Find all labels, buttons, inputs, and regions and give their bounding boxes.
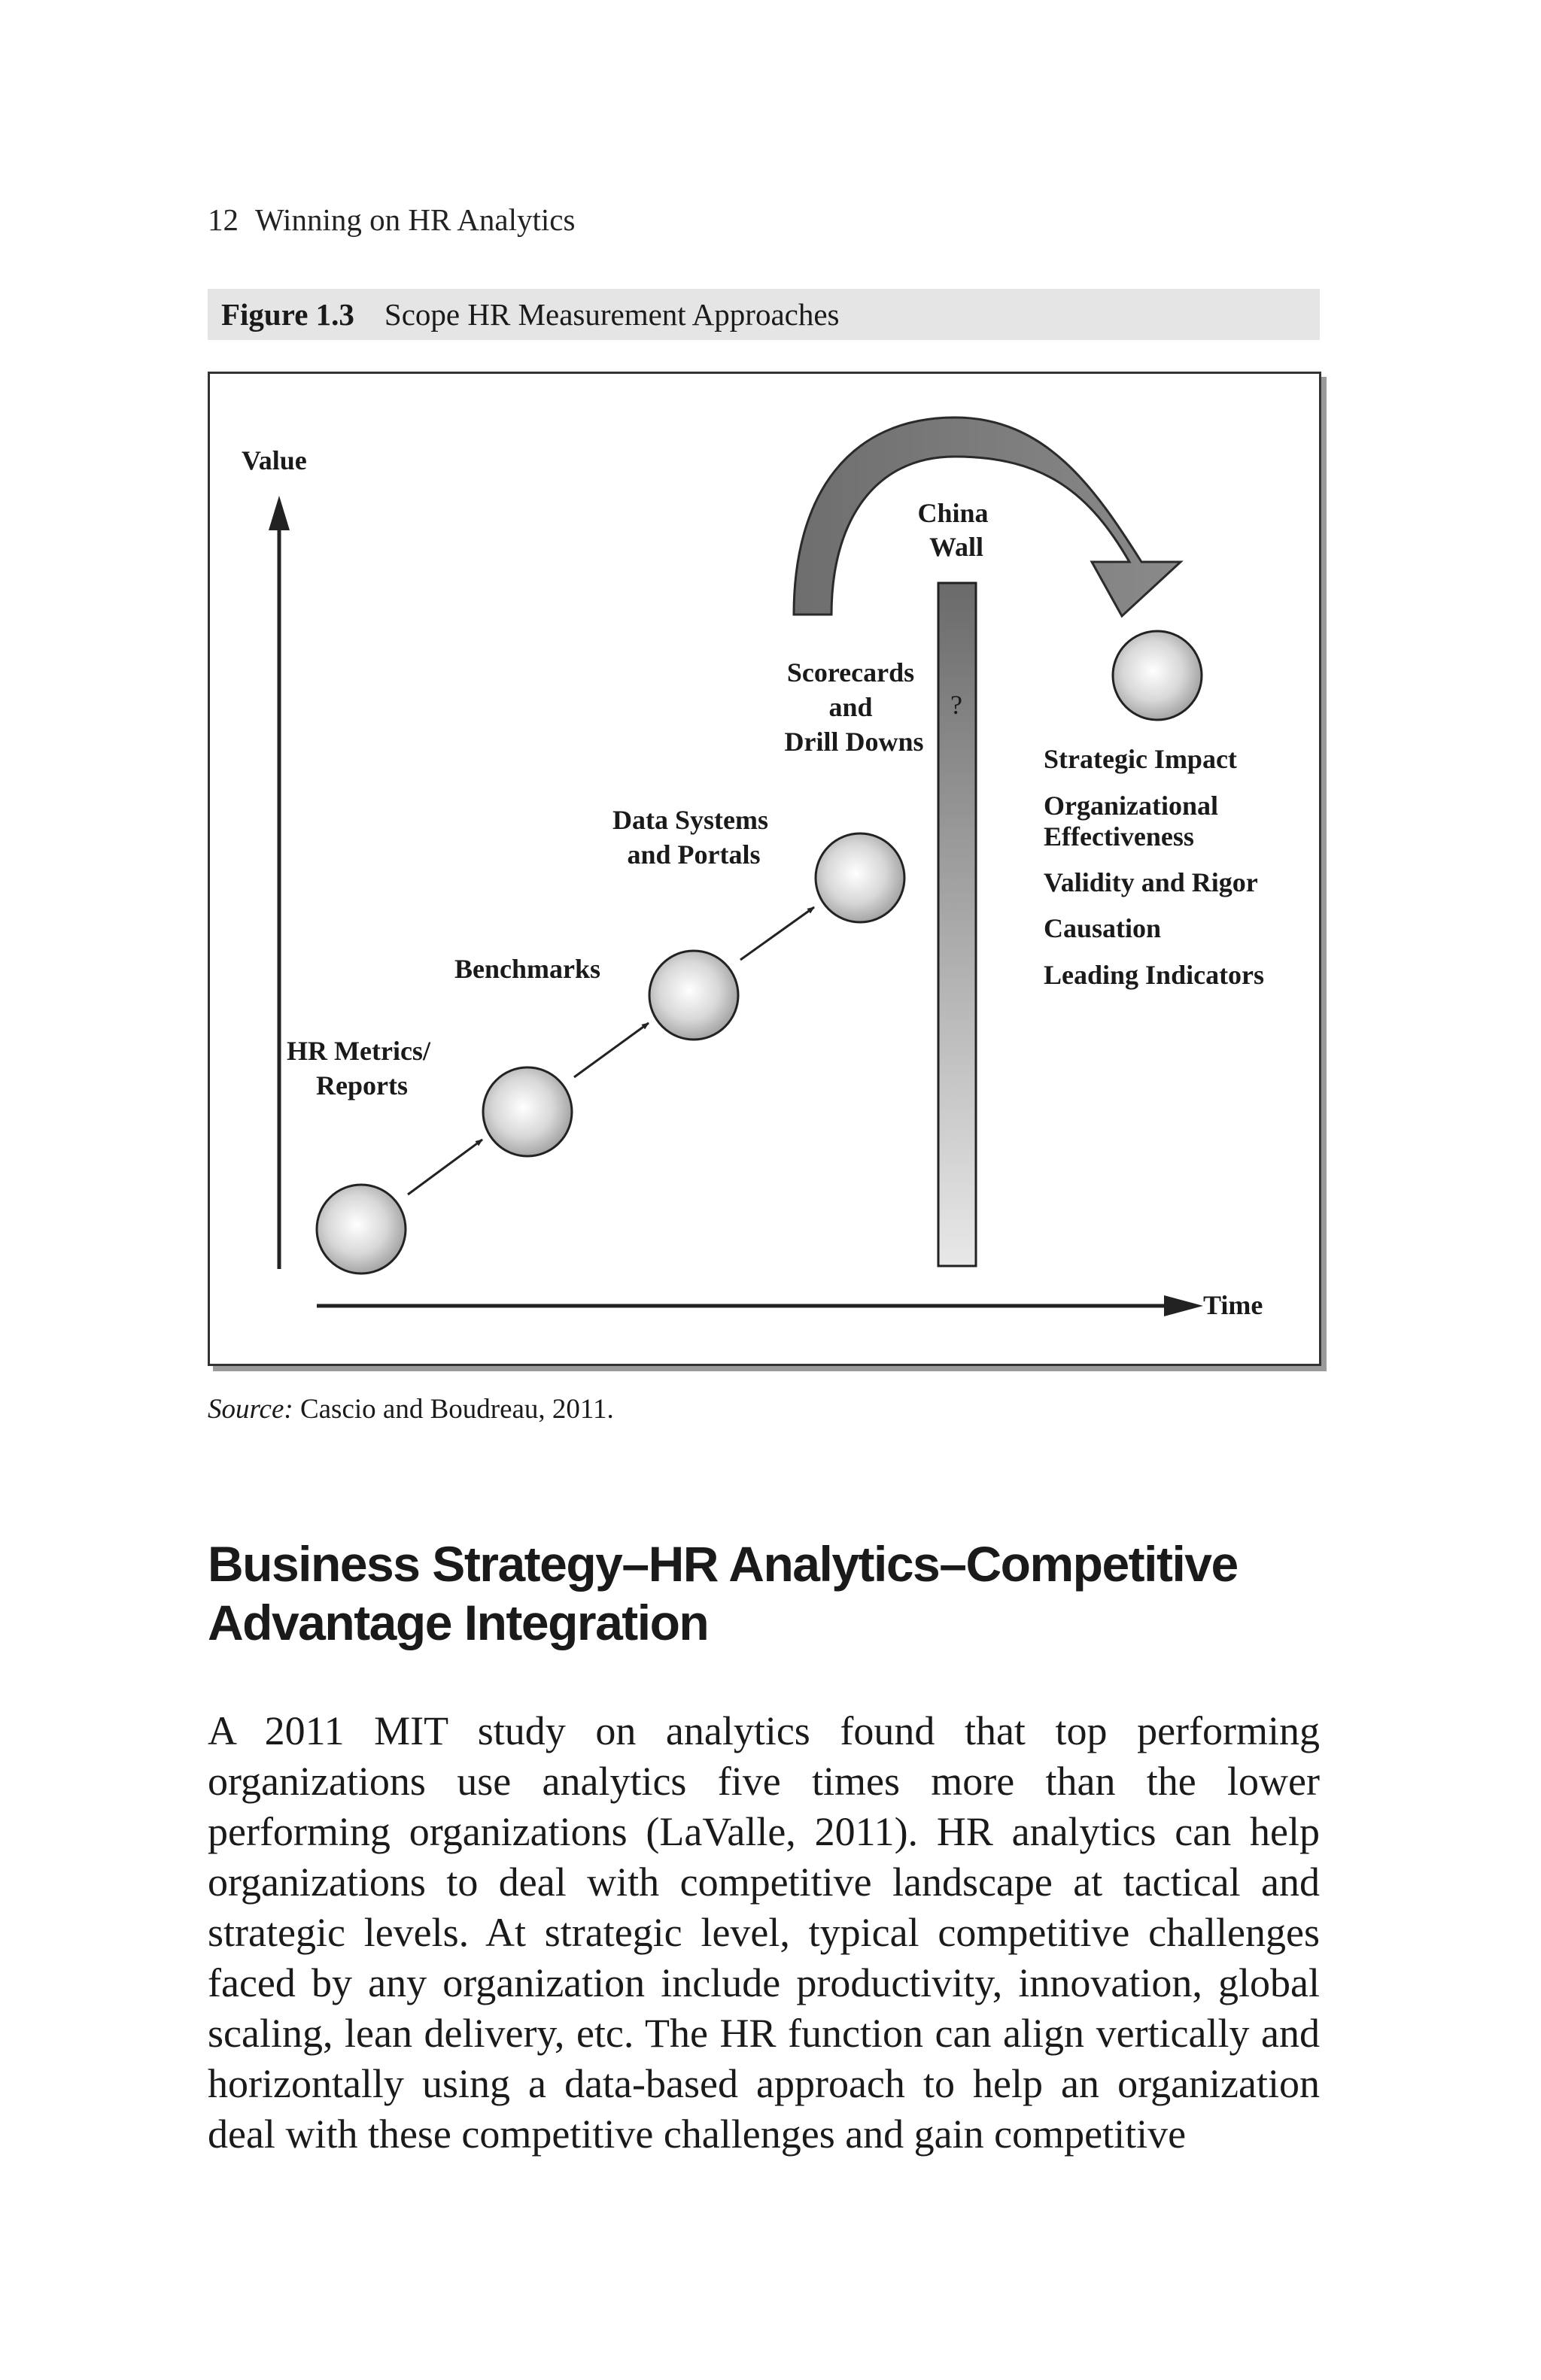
china-wall — [938, 583, 976, 1266]
impact-item: Organizational Effectiveness — [1044, 791, 1218, 852]
figure-caption: Scope HR Measurement Approaches — [384, 297, 840, 332]
figure-diagram — [208, 372, 1321, 1366]
impact-item: Strategic Impact — [1044, 744, 1237, 774]
stage-ball-strategic — [1113, 631, 1202, 720]
running-title: Winning on HR Analytics — [255, 202, 576, 237]
x-axis-label: Time — [1203, 1290, 1263, 1320]
stage-ball-data-systems — [649, 951, 738, 1040]
figure-number: Figure 1.3 — [221, 297, 354, 332]
connector-arrow-3 — [740, 907, 814, 960]
impact-item: Leading Indicators — [1044, 960, 1265, 990]
label-hr-metrics: HR Metrics/ Reports — [287, 1036, 430, 1100]
diagram-canvas — [210, 374, 1319, 1364]
figure-caption-bar — [208, 289, 1320, 340]
china-wall-label-line1: China — [917, 498, 989, 528]
impact-list — [1044, 744, 1264, 990]
impact-item: Validity and Rigor — [1044, 867, 1258, 897]
china-wall-label-line2: Wall — [929, 532, 984, 562]
svg-text:China Wall — [917, 498, 995, 562]
source-text: Cascio and Boudreau, 2011. — [293, 1394, 614, 1425]
source-label: Source: — [208, 1394, 293, 1425]
question-mark: ? — [950, 690, 962, 720]
stage-ball-hr-metrics — [317, 1185, 406, 1273]
section-heading: Business Strategy–HR Analytics–Competitive Advantage Integration — [208, 1536, 1238, 1650]
label-scorecards: Scorecards and Drill Downs — [784, 657, 924, 757]
stage-ball-scorecards — [816, 833, 904, 922]
connector-arrow-2 — [574, 1023, 649, 1077]
y-axis-label: Value — [242, 445, 307, 475]
running-head — [208, 202, 575, 238]
label-data-systems: Data Systems and Portals — [612, 805, 768, 870]
y-axis-arrowhead — [269, 496, 290, 530]
figure-source — [208, 1393, 614, 1425]
stage-ball-benchmarks — [483, 1067, 572, 1156]
page-number: 12 — [208, 202, 239, 237]
body-paragraph: A 2011 MIT study on analytics found that top performing organizations use analytics five times more than the lower performing organizations (LaValle, 2011). HR analytics can help organizations to deal with competitive landscape at tactical and strategic levels. At strategic level, typical competitive challenges faced by any organization include productivity, innovation, global scaling, lean delivery, etc. The HR function can align vertically and horizontally using a data-based approach to help an organization deal with these competitive challenges and gain competitive — [208, 1708, 1320, 2157]
connector-arrow-1 — [408, 1140, 482, 1195]
x-axis-arrowhead — [1164, 1295, 1203, 1316]
label-benchmarks: Benchmarks — [454, 954, 601, 984]
impact-item: Causation — [1044, 913, 1162, 943]
